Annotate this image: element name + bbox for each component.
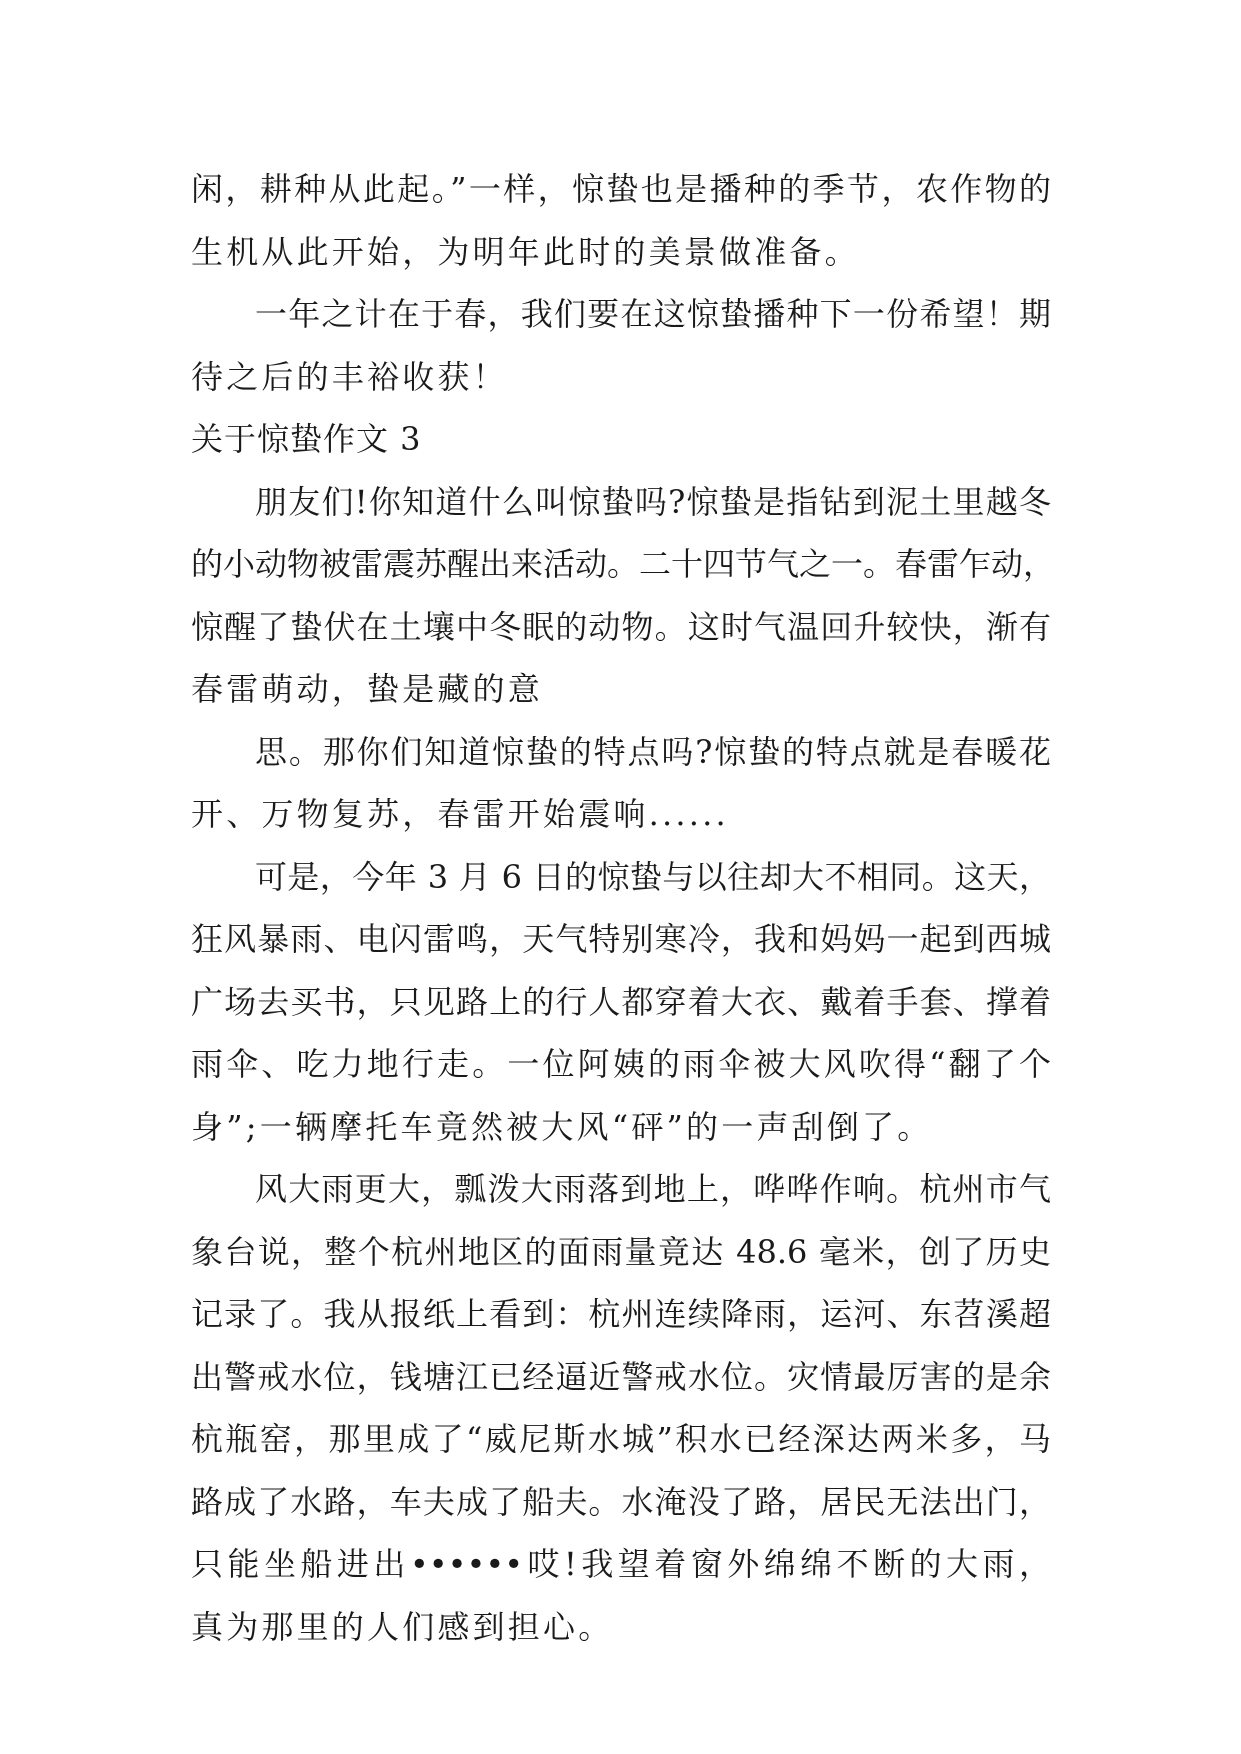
text-line: 真为那里的人们感到担心。: [191, 1607, 614, 1646]
text-line: 开、万物复苏，春雷开始震响......: [191, 795, 729, 833]
text-line: 只能坐船进出••••••哎!我望着窗外绵绵不断的大雨，: [191, 1545, 1051, 1583]
text-line: 一年之计在于春，我们要在这惊蛰播种下一份希望！期: [255, 295, 1051, 333]
text-line: 出警戒水位，钱塘江已经逼近警戒水位。灾情最厉害的是余: [191, 1357, 1051, 1396]
section-heading: 关于惊蛰作文 3: [191, 420, 422, 458]
text-line: 可是，今年 3 月 6 日的惊蛰与以往却大不相同。这天，: [255, 857, 1051, 896]
text-line: 雨伞、吃力地行走。一位阿姨的雨伞被大风吹得“翻了个: [191, 1045, 1051, 1083]
text-line: 狂风暴雨、电闪雷鸣，天气特别寒冷，我和妈妈一起到西城: [191, 920, 1051, 958]
text-line: 待之后的丰裕收获！: [191, 357, 508, 396]
text-line: 象台说，整个杭州地区的面雨量竟达 48.6 毫米，创了历史: [191, 1232, 1051, 1271]
text-line: 杭瓶窑，那里成了“威尼斯水城”积水已经深达两米多，马: [191, 1420, 1051, 1458]
text-line: 朋友们!你知道什么叫惊蛰吗?惊蛰是指钻到泥土里越冬: [255, 482, 1051, 521]
text-line: 路成了水路，车夫成了船夫。水淹没了路，居民无法出门，: [191, 1482, 1051, 1521]
text-line: 的小动物被雷震苏醒出来活动。二十四节气之一。春雷乍动，: [191, 545, 1056, 583]
text-line: 惊醒了蛰伏在土壤中冬眠的动物。这时气温回升较快，渐有: [191, 607, 1051, 646]
text-line: 生机从此开始，为明年此时的美景做准备。: [191, 232, 860, 271]
text-line: 闲，耕种从此起。”一样，惊蛰也是播种的季节，农作物的: [191, 170, 1051, 208]
text-line: 身”;一辆摩托车竟然被大风“砰”的一声刮倒了。: [191, 1107, 933, 1146]
text-line: 广场去买书，只见路上的行人都穿着大衣、戴着手套、撑着: [191, 982, 1051, 1021]
text-line: 风大雨更大，瓢泼大雨落到地上，哗哗作响。杭州市气: [255, 1170, 1051, 1208]
text-line: 思。那你们知道惊蛰的特点吗?惊蛰的特点就是春暖花: [255, 732, 1051, 771]
text-line: 春雷萌动，蛰是藏的意: [191, 670, 544, 708]
document-body: [191, 158, 1056, 1658]
text-line: 记录了。我从报纸上看到：杭州连续降雨，运河、东苕溪超: [191, 1295, 1051, 1333]
